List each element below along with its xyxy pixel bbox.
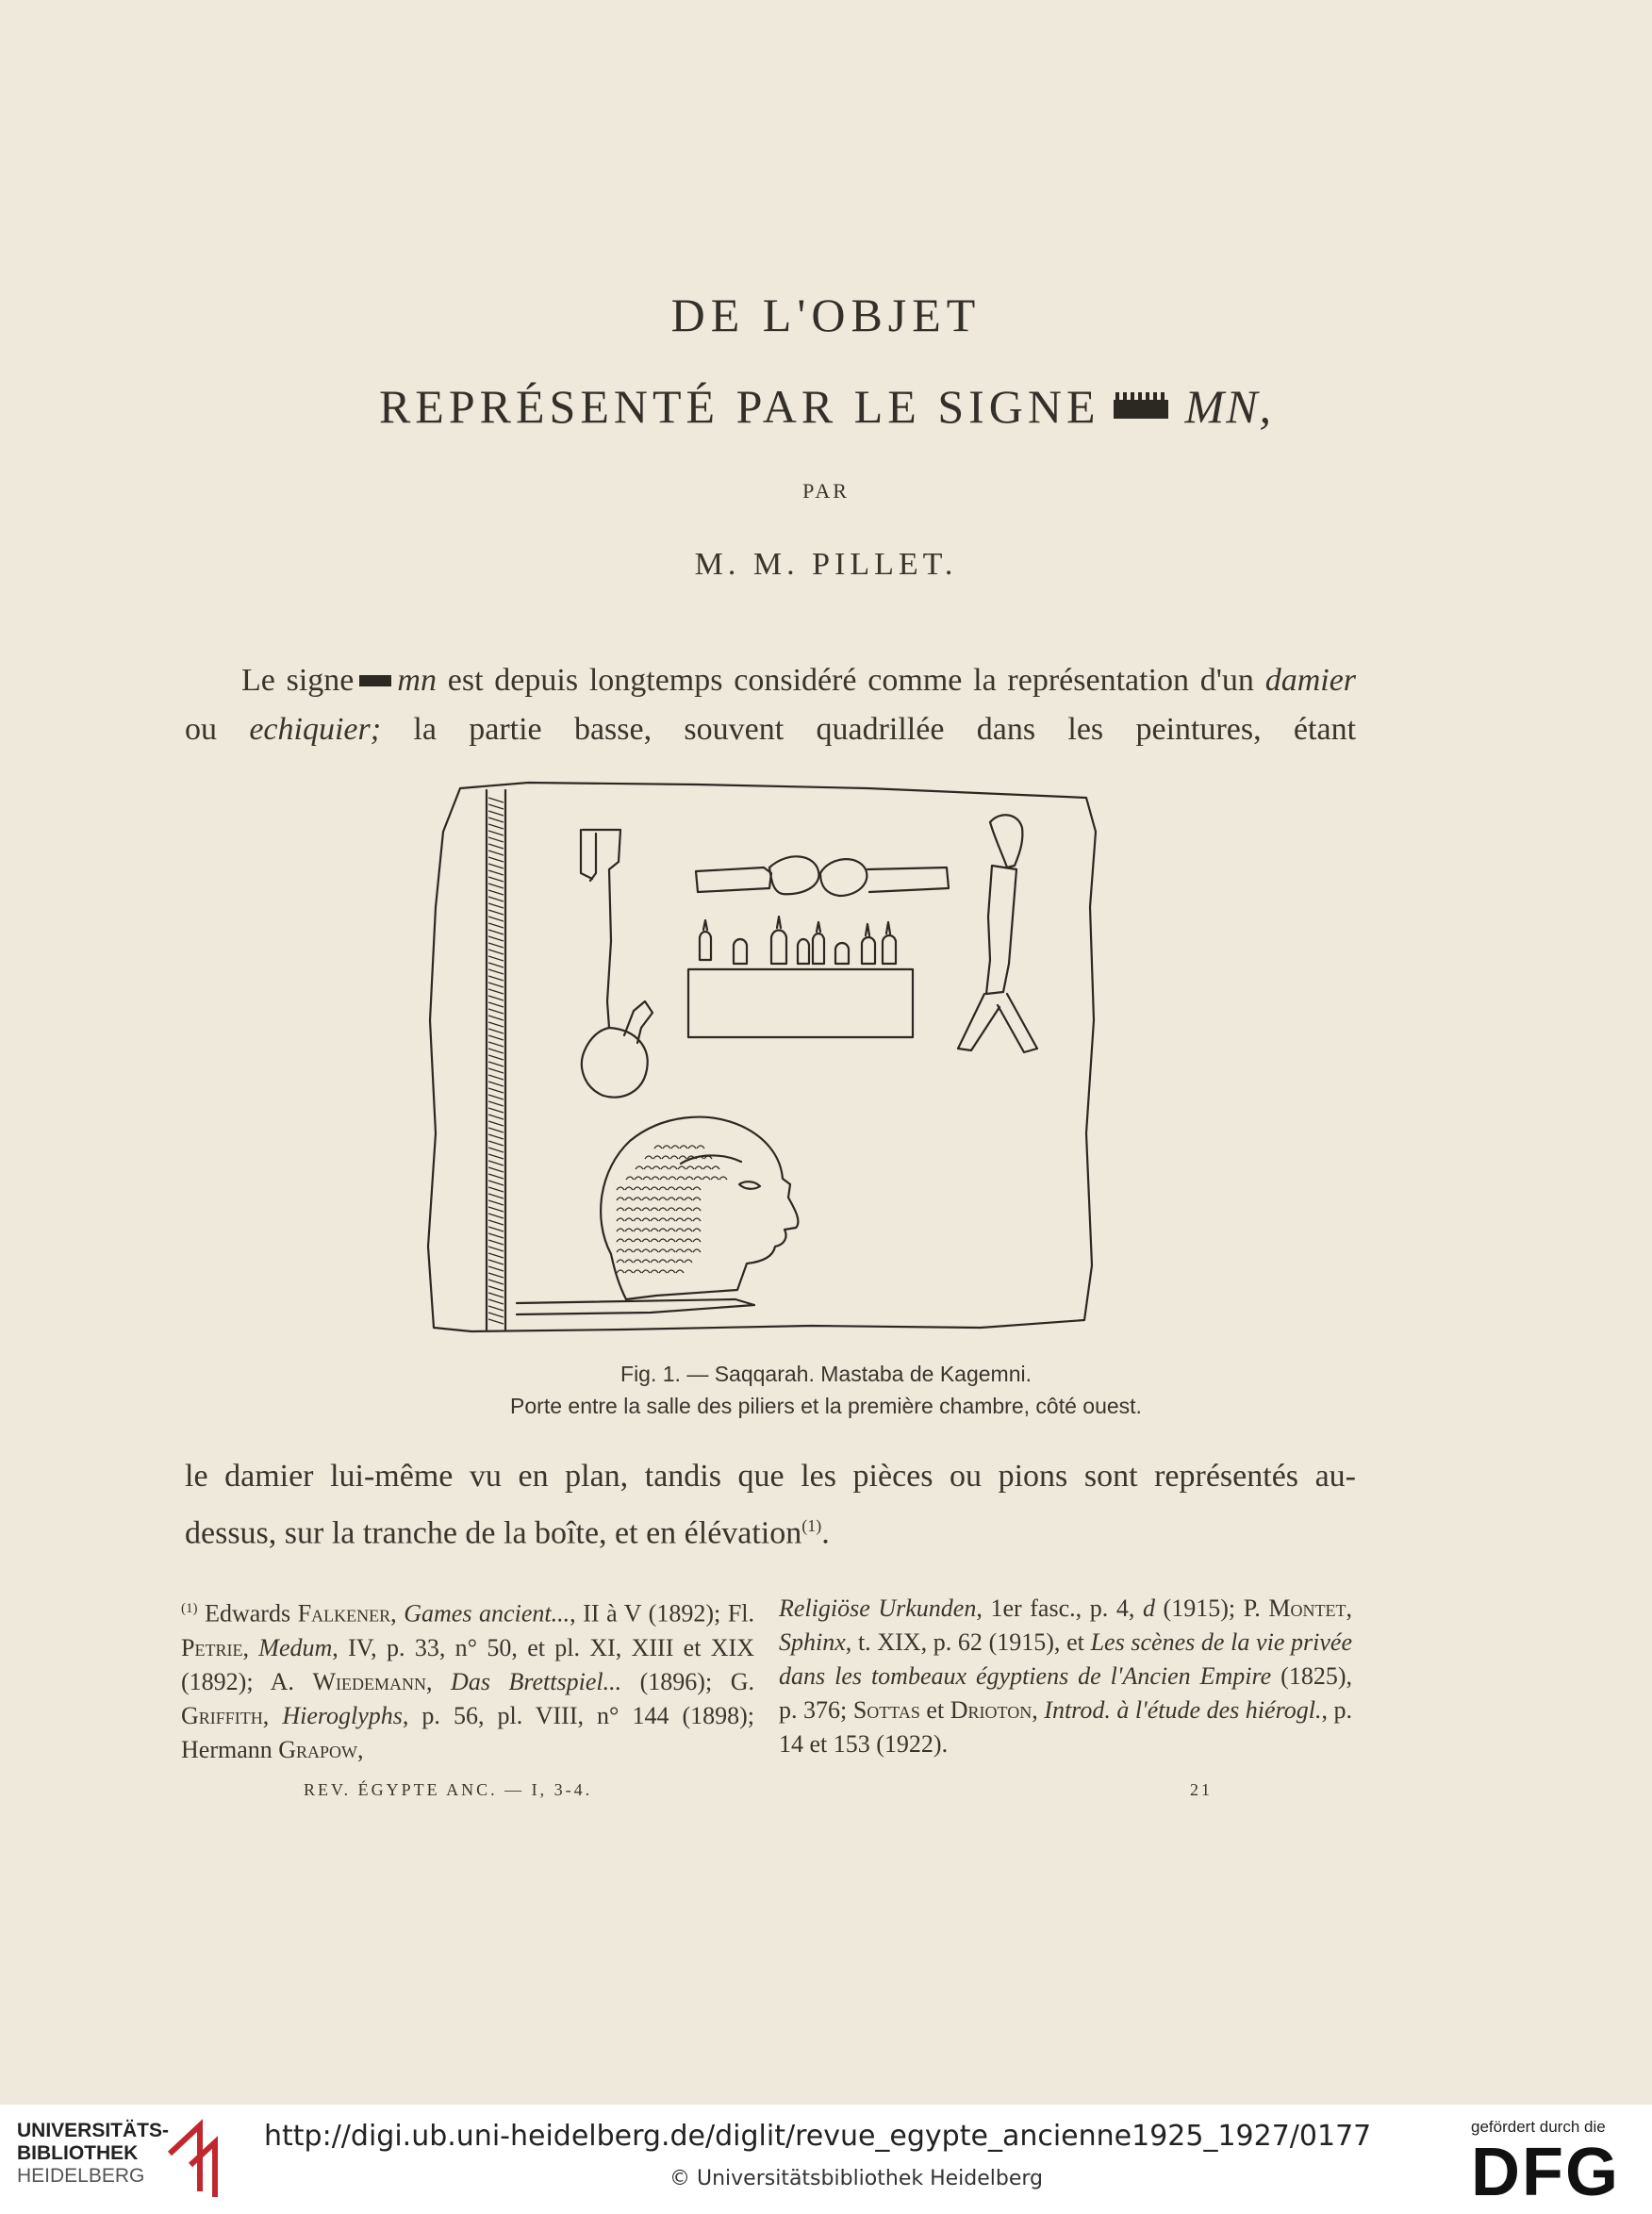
running-head: REV. ÉGYPTE ANC. — I, 3-4. — [304, 1780, 593, 1799]
p1-damier: damier — [1264, 663, 1357, 698]
p1-rest2: la partie basse, souvent quadrillée dans les peintures, étant — [413, 712, 1357, 747]
fn-text: , — [1032, 1696, 1045, 1724]
p1-echiquier: echiquier; — [249, 712, 382, 747]
fn-text: Edwards — [197, 1599, 298, 1627]
fn-text: , 1er fasc., p. 4, — [976, 1594, 1143, 1622]
p1-start: Le signe — [241, 663, 355, 698]
footnote-left-column — [181, 1592, 754, 1767]
subtitle-text: REPRÉSENTÉ PAR LE SIGNE — [378, 380, 1100, 433]
fn-text: et — [919, 1696, 950, 1724]
fn-text: , — [1346, 1594, 1352, 1622]
fn-text: (1915); P. — [1154, 1594, 1269, 1622]
fn-author-drioton: Drioton — [950, 1696, 1032, 1724]
fn-text: , — [242, 1633, 259, 1661]
fn-author-falkener: Falkener — [297, 1599, 391, 1627]
footnote-right-column — [779, 1592, 1352, 1761]
p1-rest1: est depuis longtemps considéré comme la représentation d'un — [447, 663, 1254, 698]
paragraph-1 — [185, 656, 1356, 754]
fn-author-montet: Montet — [1268, 1594, 1346, 1622]
author-name: M. M. PILLET. — [694, 547, 958, 582]
paragraph-2 — [185, 1452, 1356, 1558]
article-subtitle — [0, 379, 1652, 434]
fn-title-hieroglyphs: Hieroglyphs — [282, 1701, 403, 1729]
p2-line2: dessus, sur la tranche de la boîte, et en élévation — [185, 1515, 802, 1551]
mn-hieroglyph-icon — [1114, 400, 1168, 419]
library-line1: UNIVERSITÄTS- — [17, 2120, 170, 2141]
fn-title-medum: Medum — [258, 1633, 333, 1661]
mn-inline-hieroglyph-icon — [359, 675, 391, 686]
fn-text: , t. XIX, p. 62 (1915), et — [845, 1628, 1091, 1656]
relief-drawing — [415, 775, 1113, 1341]
fn-author-grapow: Grapow — [278, 1735, 358, 1763]
dfg-logo: DFG — [1471, 2135, 1620, 2210]
fn-text: , — [390, 1599, 405, 1627]
page-number: 21 — [1190, 1780, 1213, 1799]
fn-text: , II à V (1892); Fl. — [570, 1599, 755, 1627]
fn-author-wiedemann: Wiedemann — [312, 1667, 426, 1695]
copyright-notice: © Universitätsbibliothek Heidelberg — [669, 2167, 1044, 2190]
figure-1-drawing — [415, 775, 1113, 1341]
funded-by-label: gefördert durch die — [1471, 2118, 1606, 2136]
fn-text: , — [426, 1667, 452, 1695]
fn-text: , p. 14 et 153 (1922). — [779, 1696, 1353, 1758]
fn-text: , — [357, 1735, 364, 1763]
p2-line2-wrap — [185, 1501, 1356, 1558]
fn-title-religiose: Religiöse Urkunden — [779, 1594, 977, 1622]
by-label: PAR — [802, 479, 850, 503]
subtitle-mn: MN, — [1184, 380, 1274, 433]
figure-caption-line2: Porte entre la salle des piliers et la première chambre, côté ouest. — [510, 1394, 1142, 1418]
library-line2: BIBLIOTHEK — [17, 2142, 139, 2164]
fn-text: (1825), p. 376; — [779, 1662, 1352, 1724]
fn-author-griffith: Griffith — [181, 1701, 263, 1729]
fn-title-games: Games ancient... — [404, 1599, 570, 1627]
permalink-url[interactable]: http://digi.ub.uni-heidelberg.de/diglit/revue_egypte_ancienne1925_1927/0177 — [264, 2120, 1372, 2153]
article-title: DE L'OBJET — [670, 289, 982, 341]
fn-title-sphinx: Sphinx — [779, 1628, 846, 1656]
footnote-ref[interactable]: (1) — [801, 1516, 822, 1535]
p2-line2-end: . — [821, 1515, 830, 1551]
fn-author-sottas: Sottas — [852, 1696, 920, 1724]
p1-ou: ou — [185, 712, 217, 747]
library-name — [17, 2120, 169, 2188]
figure-caption-line1: Fig. 1. — Saqqarah. Mastaba de Kagemni. — [620, 1362, 1032, 1386]
library-logo-icon — [162, 2116, 228, 2201]
fn-d: d — [1142, 1594, 1155, 1622]
fn-author-petrie: Petrie — [181, 1633, 243, 1661]
fn-title-scenes: Les scènes de la vie privée dans les tombeaux égyptiens de l'Ancien Empire — [779, 1628, 1352, 1690]
footnote-marker: (1) — [181, 1601, 198, 1616]
fn-text: , p. 56, pl. VIII, n° 144 (1898); Hermann — [181, 1701, 754, 1763]
fn-text: (1896); G. — [621, 1667, 754, 1695]
fn-text: , IV, p. 33, n° 50, et pl. XI, XIII et XIX (1892); A. — [181, 1633, 754, 1695]
p2-line1: le damier lui-même vu en plan, tandis que les pièces ou pions sont représentés au- — [185, 1459, 1356, 1494]
fn-text: , — [262, 1701, 283, 1729]
library-line3: HEIDELBERG — [17, 2165, 145, 2187]
library-footer — [0, 2105, 1652, 2214]
p1-mn: mn — [397, 663, 437, 698]
fn-title-brettspiel: Das Brettspiel... — [451, 1667, 622, 1695]
fn-title-introd: Introd. à l'étude des hiérogl. — [1044, 1696, 1322, 1724]
